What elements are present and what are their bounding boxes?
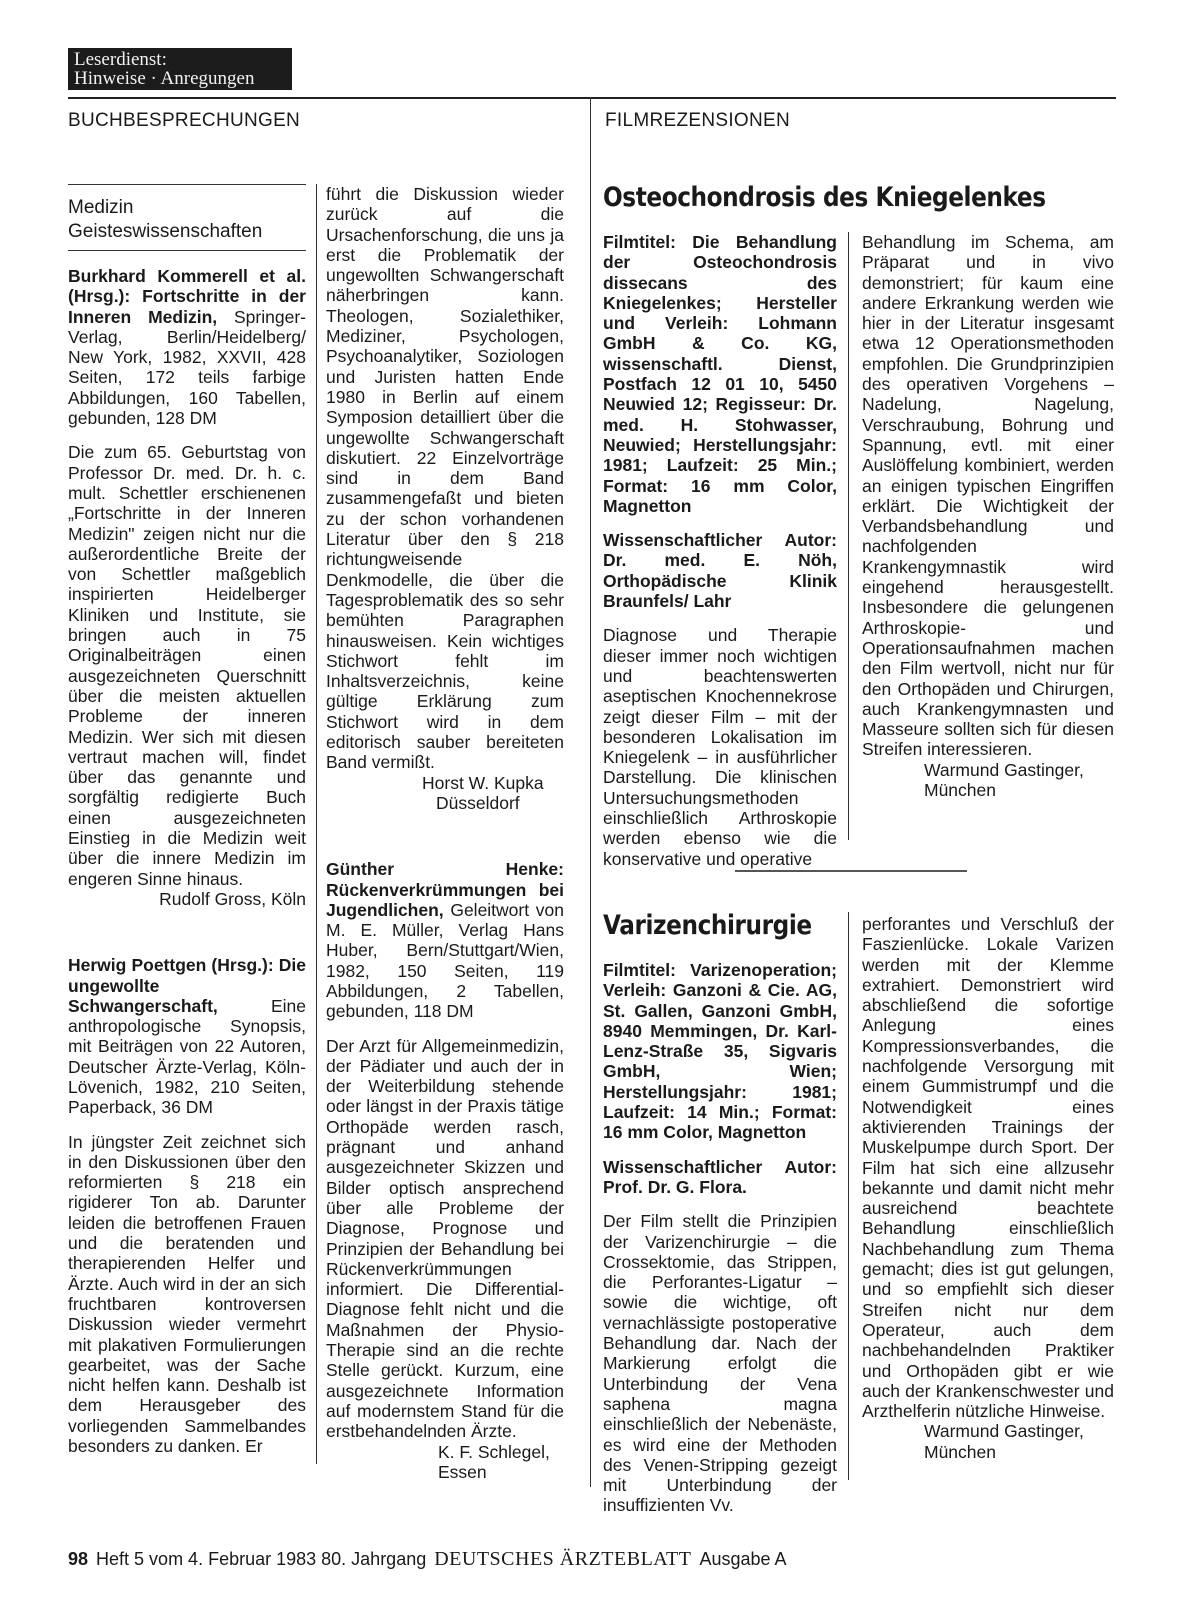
category-label: [68, 196, 306, 244]
film-1-signature-name: Warmund Gastinger,: [924, 759, 1084, 780]
article-separator: [735, 870, 967, 872]
page-number: 98: [68, 1549, 89, 1569]
film-1-meta: Filmtitel: Die Behandlung der Osteochondrosis dissecans des Kniegelenkes; Hersteller und Verleih: Lohmann GmbH & Co. KG, wissenschaftl. Dienst, Postfach 12 01 10, 5450 Neuwied 12; Regisseur: Dr. med. H. Stohwasser, Neuwied; Herstellungsjahr: 1981; Laufzeit: 25 Min.; Format: 16 mm Color, Magnetton: [603, 232, 837, 516]
film-2-title: Varizenchirurgie: [603, 910, 812, 941]
category-rule-top: [68, 184, 306, 185]
review-3-body: Der Arzt für Allgemeinmedizin, der Pädiater und auch der in der Weiterbildung stehende oder längst in der Praxis tätige Orthopäde werden rasch, prägnant und anhand ausgezeichneter Skizzen und Bilder optisch ansprechend über alle Probleme der Diagnose, Prognose und Prinzipien der Behandlung bei Rückenverkrümmungen informiert. Die Differential-Diagnose fehlt nicht und die Maßnahmen der Physio-Therapie sind an die rechte Stelle gerückt. Kurzum, eine ausgezeichnete Information auf modernstem Stand für die erstbehandelnden Ärzte.: [326, 1035, 564, 1442]
review-2-citation: [68, 955, 306, 1117]
review-1-signature: Rudolf Gross, Köln: [159, 888, 306, 909]
book-column-2: [326, 184, 564, 1482]
review-2-publication: Eine anthropologische Synopsis, mit Beiträgen von 22 Autoren, Deutscher Ärzte-Verlag, Köln-Lövenich, 1982, 210 Seiten, Paperback, 36 DM: [68, 995, 306, 1118]
book-column-1: [68, 266, 306, 1456]
film-1-body-right: Behandlung im Schema, am Präparat und in vivo demonstriert; für kaum eine andere Erkrankung werden wie hier in der Literatur insgesamt etwa 12 Operationsmethoden empfohlen. Die Grundprinzipien des operativen Vorgehens – Nadelung, Nagelung, Verschraubung, Bohrung und Spannung, evtl. mit einer Auslöffelung kombiniert, werden an einigen typischen Eingriffen erklärt. Die Wichtigkeit der Verbandsbehandlung und nachfolgenden Krankengymnastik wird eingehend herausgestellt. Insbesondere die gelungenen Arthroskopie- und Operationsaufnahmen machen den Film wertvoll, nicht nur für den Orthopäden und Chirurgen, auch Krankengymnasten und Masseure sollten sich für diesen Streifen interessieren.: [862, 232, 1114, 760]
film-2-column-rule: [848, 912, 849, 1480]
badge-line-1: Leserdienst:: [74, 49, 167, 70]
category-line-1: Medizin: [68, 197, 134, 218]
review-2-signature-name: Horst W. Kupka: [422, 772, 544, 793]
section-heading-books: BUCHBESPRECHUNGEN: [68, 110, 301, 131]
review-2-continuation: führt die Diskussion wieder zurück auf die Ursachenforschung, die uns ja erst die Problematik der ungewollten Schwangerschaft näherbringen kann. Theologen, Sozialethiker, Mediziner, Psychologen, Psychoanalytiker, Soziologen und Juristen hatten Ende 1980 in Berlin auf einem Symposion detailliert über die ungewollte Schwangerschaft diskutiert. 22 Einzelvorträge sind in dem Band zusammengefaßt und bieten zu der schon vorhandenen Literatur über den § 218 richtungweisende Denkmodelle, die über die Tagesproblematik des so sehr bemühten Paragraphen hinausweisen. Kein wichtiges Stichwort fehlt im Inhaltsverzeichnis, keine gültige Erklärung zum Stichwort wird in dem editorisch sauber bereiteten Band vermißt.: [326, 184, 564, 773]
film-1-column-left: [603, 232, 837, 869]
review-1-citation: [68, 266, 306, 428]
journal-name: DEUTSCHES ÄRZTEBLATT: [434, 1548, 692, 1570]
center-column-rule: [590, 97, 591, 1487]
section-badge: [68, 48, 292, 90]
film-2-signature-name: Warmund Gastinger,: [924, 1421, 1084, 1442]
category-line-2: Geisteswissenschaften: [68, 221, 263, 242]
film-2-signature-city: München: [924, 1441, 996, 1462]
review-2-body: In jüngster Zeit zeichnet sich in den Diskussionen über den reformierten § 218 ein rigiderer Ton ab. Darunter leiden die betroffenen Frauen und die beratenden und therapierenden Helfer und Ärzte. Auch wird in der an sich fruchtbaren kontroversen Diskussion wieder vermehrt mit plakativen Formulierungen gearbeitet, was der Sache nicht helfen kann. Deshalb ist dem Herausgeber des vorliegenden Sammelbandes besonders zu danken. Er: [68, 1131, 306, 1457]
film-2-author: Wissenschaftlicher Autor: Prof. Dr. G. Flora.: [603, 1156, 837, 1197]
film-1-title: Osteochondrosis des Kniegelenkes: [603, 182, 1046, 213]
category-rule-bottom: [68, 250, 306, 251]
review-3-signature-name: K. F. Schlegel,: [438, 1441, 550, 1462]
film-2-column-left: [603, 960, 837, 1516]
review-3-publication: Geleitwort von M. E. Müller, Verlag Hans Huber, Bern/Stuttgart/Wien, 1982, 150 Seiten, 119 Abbildungen, 2 Tabellen, gebunden, 118 DM: [326, 899, 564, 1022]
review-1-author-title: Burkhard Kommerell et al. (Hrsg.): Fortschritte in der Inneren Medizin,: [68, 266, 306, 327]
film-1-signature-city: München: [924, 780, 996, 801]
badge-line-2: Hinweise · Anregungen: [74, 68, 255, 89]
review-2-signature-city: Düsseldorf: [436, 792, 520, 813]
film-1-column-rule: [848, 232, 849, 840]
film-2-column-right: [862, 914, 1114, 1462]
review-1-publication: Springer-Verlag, Berlin/Heidelberg/ New York, 1982, XXVII, 428 Seiten, 172 teils farbige Abbildungen, 160 Tabellen, gebunden, 128 DM: [68, 306, 306, 429]
review-3-signature-city: Essen: [438, 1461, 487, 1482]
column-rule-1: [316, 184, 317, 1464]
review-3-citation: [326, 859, 564, 1021]
edition-label: Ausgabe A: [699, 1549, 787, 1569]
page-footer: [68, 1548, 787, 1571]
section-heading-films: FILMREZENSIONEN: [605, 110, 791, 131]
issue-info: Heft 5 vom 4. Februar 1983 80. Jahrgang: [96, 1549, 427, 1569]
film-1-body-left: Diagnose und Therapie dieser immer noch wichtigen und beachtenswerten aseptischen Knochennekrose zeigt dieser Film – mit der besonderen Lokalisation im Kniegelenk – in ausführlicher Darstellung. Die klinischen Untersuchungsmethoden einschließlich Arthroskopie werden ebenso wie die konservative und operative: [603, 625, 837, 869]
film-2-body-right: perforantes und Verschluß der Faszienlücke. Lokale Varizen werden mit der Klemme extrahiert. Demonstriert wird abschließend die sofortige Anlegung eines Kompressionsverbandes, die nachfolgende Versorgung mit einem Gummistrumpf und die Notwendigkeit eines aktivierenden Trainings der Muskelpumpe durch Sport. Der Film hat sich eine allzusehr bekannte und damit nicht mehr ausreichend beachtete Behandlung einschließlich Nachbehandlung zum Thema gemacht; dies ist gut gelungen, und so empfiehlt sich dieser Streifen nicht nur dem Operateur, auch dem nachbehandelnden Praktiker und Orthopäden gibt er wie auch der Krankenschwester und Arzthelferin nützliche Hinweise.: [862, 914, 1114, 1422]
review-1-body: Die zum 65. Geburtstag von Professor Dr. med. Dr. h. c. mult. Schettler erschienenen „Fortschritte in der Inneren Medizin" zeigen nicht nur die außerordentliche Breite der von Schettler maßgeblich inspirierten Heidelberger Kliniken und Institute, sie bringen auch in 75 Originalbeiträgen einen ausgezeichneten Querschnitt über die meisten aktuellen Probleme der inneren Medizin. Wer sich mit diesen vertraut machen will, findet über das genannte und sorgfältig redigierte Buch einen ausgezeichneten Einstieg in die Medizin weit über die innere Medizin im engeren Sinne hinaus.: [68, 442, 306, 889]
review-3-author-title: Günther Henke: Rückenverkrümmungen bei Jugendlichen,: [326, 859, 564, 920]
review-2-author-title: Herwig Poettgen (Hrsg.): Die ungewollte Schwangerschaft,: [68, 955, 306, 1016]
film-2-meta: Filmtitel: Varizenoperation; Verleih: Ganzoni & Cie. AG, St. Gallen, Ganzoni GmbH, 8940 Memmingen, Dr. Karl-Lenz-Straße 35, Sigvaris GmbH, Wien; Herstellungsjahr: 1981; Laufzeit: 14 Min.; Format: 16 mm Color, Magnetton: [603, 960, 837, 1143]
top-rule: [68, 97, 1116, 99]
film-2-body-left: Der Film stellt die Prinzipien der Varizenchirurgie – die Crossektomie, das Strippen, die Perforantes-Ligatur – sowie die wichtige, oft vernachlässigte postoperative Behandlung dar. Nach der Markierung erfolgt die Unterbindung der Vena saphena magna einschließlich der Nebenäste, es wird eine der Methoden des Venen-Stripping gezeigt mit Unterbindung der insuffizienten Vv.: [603, 1211, 837, 1516]
film-1-column-right: [862, 232, 1114, 800]
film-1-author: Wissenschaftlicher Autor: Dr. med. E. Nöh, Orthopädische Klinik Braunfels/ Lahr: [603, 530, 837, 612]
